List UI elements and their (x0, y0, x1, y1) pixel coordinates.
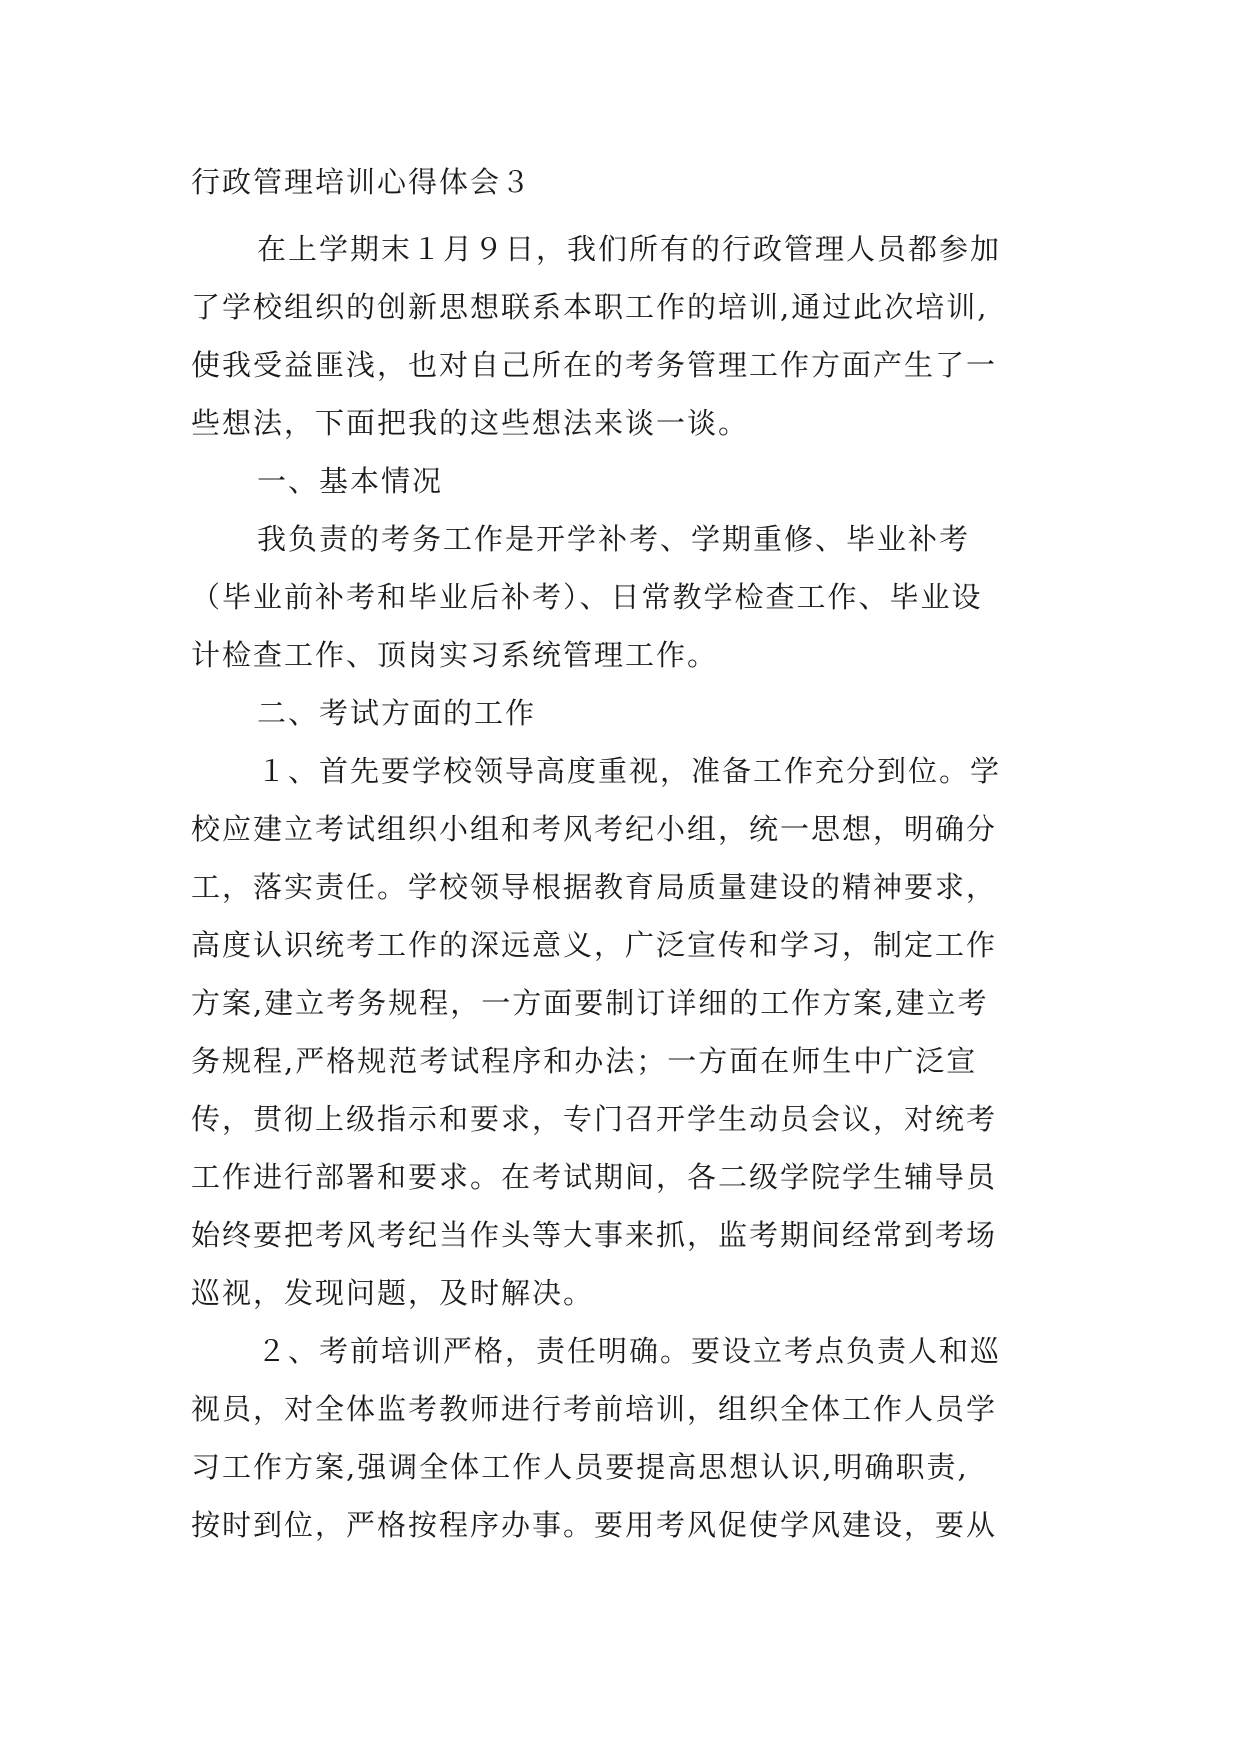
text-line: 使我受益匪浅，也对自己所在的考务管理工作方面产生了一 (191, 348, 998, 382)
text-line: 始终要把考风考纪当作头等大事来抓，监考期间经常到考场 (191, 1218, 998, 1252)
text-line: 工作进行部署和要求。在考试期间，各二级学院学生辅导员 (191, 1160, 998, 1194)
text-line: 工，落实责任。学校领导根据教育局质量建设的精神要求， (191, 870, 998, 904)
text-line: 二、考试方面的工作 (257, 696, 537, 730)
text-line: 按时到位，严格按程序办事。要用考风促使学风建设，要从 (191, 1508, 998, 1542)
text-line: 一、基本情况 (257, 464, 444, 498)
text-line: １、首先要学校领导高度重视，准备工作充分到位。学 (257, 754, 1002, 788)
document-title: 行政管理培训心得体会３ (191, 165, 533, 199)
text-line: （毕业前补考和毕业后补考）、日常教学检查工作、毕业设 (191, 580, 983, 614)
text-line: 视员，对全体监考教师进行考前培训，组织全体工作人员学 (191, 1392, 998, 1426)
text-line: 务规程,严格规范考试程序和办法；一方面在师生中广泛宣 (191, 1044, 978, 1078)
text-line: 计检查工作、顶岗实习系统管理工作。 (191, 638, 719, 672)
text-line: 了学校组织的创新思想联系本职工作的培训,通过此次培训, (191, 290, 989, 324)
document-body (191, 220, 1051, 1554)
text-line: 我负责的考务工作是开学补考、学期重修、毕业补考 (257, 522, 971, 556)
text-line: ２、考前培训严格，责任明确。要设立考点负责人和巡 (257, 1334, 1002, 1368)
text-line: 校应建立考试组织小组和考风考纪小组，统一思想，明确分 (191, 812, 998, 846)
text-line: 巡视，发现问题，及时解决。 (191, 1276, 595, 1310)
text-line: 高度认识统考工作的深远意义，广泛宣传和学习，制定工作 (191, 928, 998, 962)
text-line: 些想法，下面把我的这些想法来谈一谈。 (191, 406, 750, 440)
text-line: 传，贯彻上级指示和要求，专门召开学生动员会议，对统考 (191, 1102, 998, 1136)
text-line: 方案,建立考务规程，一方面要制订详细的工作方案,建立考 (191, 986, 989, 1020)
text-line: 在上学期末１月９日，我们所有的行政管理人员都参加 (257, 232, 1002, 266)
text-line: 习工作方案,强调全体工作人员要提高思想认识,明确职责, (191, 1450, 969, 1484)
